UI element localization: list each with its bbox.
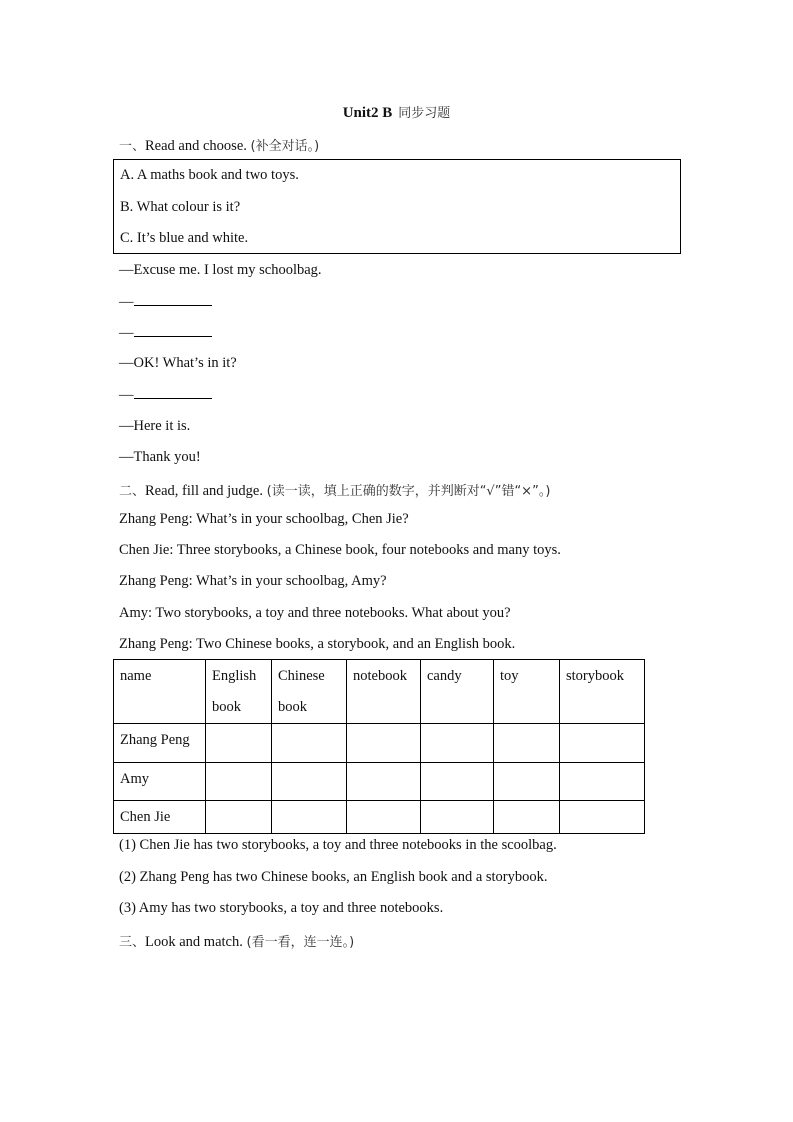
dialogue-text: Excuse me. I lost my schoolbag. xyxy=(133,262,322,278)
section3-heading xyxy=(119,931,354,951)
answer-cell[interactable] xyxy=(347,724,421,763)
answer-cell[interactable] xyxy=(272,724,347,763)
option-b: B. What colour is it? xyxy=(120,199,241,215)
page-title xyxy=(0,102,793,122)
table-row xyxy=(114,763,645,801)
fill-table xyxy=(113,659,645,834)
header-chinese-book: Chinese book xyxy=(272,660,347,724)
options-box xyxy=(113,159,681,254)
answer-cell[interactable] xyxy=(272,801,347,834)
section1-title: Read and choose. xyxy=(145,138,247,154)
dash: — xyxy=(119,449,134,465)
answer-cell[interactable] xyxy=(560,801,645,834)
row-name: Zhang Peng xyxy=(114,724,206,763)
section3-instruction: (看一看，连一连。) xyxy=(246,935,355,950)
answer-cell[interactable] xyxy=(206,763,272,801)
statement-3: (3) Amy has two storybooks, a toy and three notebooks. xyxy=(119,900,444,916)
passage-line-4: Amy: Two storybooks, a toy and three notebooks. What about you? xyxy=(119,605,511,621)
header-notebook: notebook xyxy=(347,660,421,724)
header-candy: candy xyxy=(421,660,494,724)
table-row xyxy=(114,801,645,834)
row-name: Amy xyxy=(114,763,206,801)
dash: — xyxy=(119,294,134,310)
dialogue-line-7 xyxy=(119,449,201,466)
dialogue-line-4 xyxy=(119,355,237,372)
answer-cell[interactable] xyxy=(206,724,272,763)
option-c: C. It’s blue and white. xyxy=(120,230,249,246)
section3-number: 三、 xyxy=(119,935,146,950)
dialogue-text: Here it is. xyxy=(133,418,191,434)
dash: — xyxy=(119,355,134,371)
answer-blank[interactable] xyxy=(134,386,212,399)
section2-number: 二、 xyxy=(119,484,146,499)
dash: — xyxy=(119,262,134,278)
answer-cell[interactable] xyxy=(494,763,560,801)
section1-heading xyxy=(119,135,319,155)
dialogue-text: OK! What’s in it? xyxy=(133,355,237,371)
statement-2: (2) Zhang Peng has two Chinese books, an English book and a storybook. xyxy=(119,869,548,885)
passage-line-3: Zhang Peng: What’s in your schoolbag, Amy? xyxy=(119,573,387,589)
answer-blank[interactable] xyxy=(134,293,212,306)
header-english-book: English book xyxy=(206,660,272,724)
answer-cell[interactable] xyxy=(421,801,494,834)
answer-blank[interactable] xyxy=(134,324,212,337)
dialogue-text: Thank you! xyxy=(133,449,201,465)
dialogue-line-2[interactable] xyxy=(119,293,212,311)
answer-cell[interactable] xyxy=(347,763,421,801)
section2-instruction: (读一读，填上正确的数字，并判断对“√”错“×”。) xyxy=(266,484,551,499)
dialogue-line-6 xyxy=(119,418,190,435)
dash: — xyxy=(119,325,134,341)
dialogue-line-1 xyxy=(119,262,322,279)
answer-cell[interactable] xyxy=(206,801,272,834)
dash: — xyxy=(119,387,134,403)
answer-cell[interactable] xyxy=(272,763,347,801)
header-storybook: storybook xyxy=(560,660,645,724)
title-cn: 同步习题 xyxy=(398,106,451,121)
answer-cell[interactable] xyxy=(560,763,645,801)
statement-1: (1) Chen Jie has two storybooks, a toy and three notebooks in the scoolbag. xyxy=(119,837,557,853)
header-name: name xyxy=(114,660,206,724)
passage-line-2: Chen Jie: Three storybooks, a Chinese book, four notebooks and many toys. xyxy=(119,542,561,558)
table-header-row xyxy=(114,660,645,724)
answer-cell[interactable] xyxy=(421,724,494,763)
section2-heading xyxy=(119,480,550,500)
table-row xyxy=(114,724,645,763)
header-toy: toy xyxy=(494,660,560,724)
option-a: A. A maths book and two toys. xyxy=(120,167,299,183)
answer-cell[interactable] xyxy=(494,724,560,763)
answer-cell[interactable] xyxy=(560,724,645,763)
section1-instruction: (补全对话。) xyxy=(250,139,320,154)
answer-cell[interactable] xyxy=(494,801,560,834)
passage-line-5: Zhang Peng: Two Chinese books, a storybook, and an English book. xyxy=(119,636,516,652)
answer-cell[interactable] xyxy=(347,801,421,834)
section1-number: 一、 xyxy=(119,139,146,154)
answer-cell[interactable] xyxy=(421,763,494,801)
section3-title: Look and match. xyxy=(145,934,243,950)
section2-title: Read, fill and judge. xyxy=(145,483,263,499)
dash: — xyxy=(119,418,134,434)
dialogue-line-5[interactable] xyxy=(119,386,212,404)
row-name: Chen Jie xyxy=(114,801,206,834)
dialogue-line-3[interactable] xyxy=(119,324,212,342)
title-en: Unit2 B xyxy=(342,105,393,121)
passage-line-1: Zhang Peng: What’s in your schoolbag, Chen Jie? xyxy=(119,511,409,527)
